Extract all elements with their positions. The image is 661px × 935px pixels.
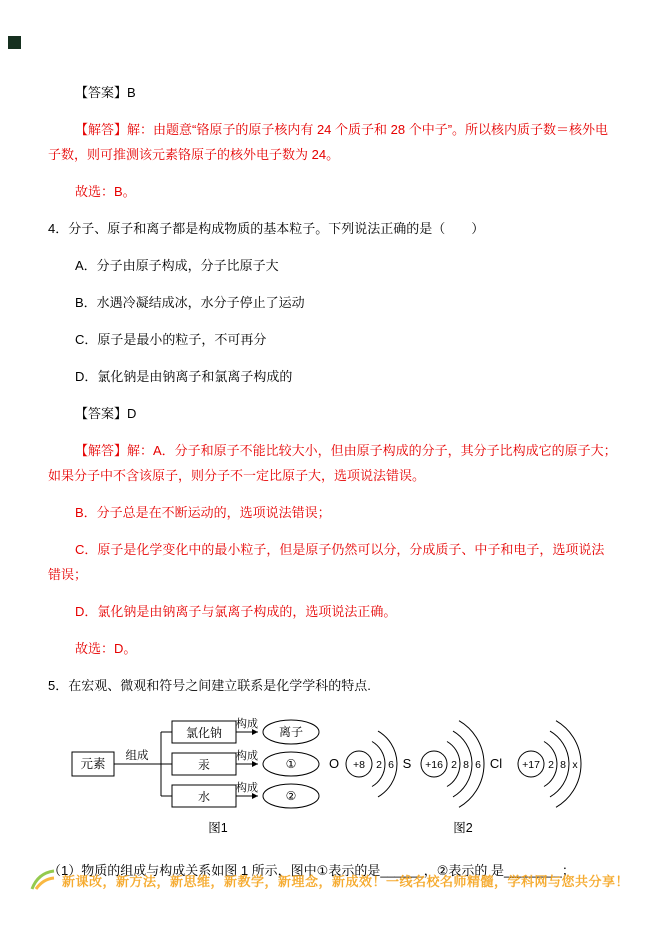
- shell-count: 6: [475, 759, 481, 771]
- nucleus-charge-cl: +17: [522, 759, 540, 771]
- page-corner-mark: [8, 36, 21, 49]
- build-label-1: 构成: [236, 718, 258, 730]
- question4-option-c: C．原子是最小的粒子，不可再分: [75, 332, 267, 347]
- atom-symbol-o: O: [328, 756, 340, 771]
- substance-label-water: 水: [197, 790, 211, 804]
- question5-stem: 5．在宏观、微观和符号之间建立联系是化学学科的特点.: [48, 678, 371, 693]
- question5-part1: （1）物质的组成与构成关系如图 1 所示，图中①表示的是______，②表示的 是________；: [48, 863, 575, 878]
- q3-explanation: 【解答】解：由题意“铬原子的原子核内有 24 个质子和 28 个中子”。所以核内质子数＝核外电子数，则可推测该元素铬原子的核外电子数为 24。: [48, 122, 609, 162]
- shell-count: 8: [463, 759, 469, 771]
- question5-figures: [58, 710, 617, 848]
- atom-structure-oxygen: [329, 731, 397, 797]
- q3-answer-line: 【答案】B: [75, 85, 136, 100]
- substance-label-mercury: 汞: [197, 758, 211, 772]
- q4-explanation-d: D．氯化钠是由钠离子与氯离子构成的，选项说法正确。: [75, 604, 397, 619]
- build-label-3: 构成: [236, 782, 258, 794]
- shell-count: 6: [388, 759, 394, 771]
- particle-label-2: ②: [285, 789, 297, 803]
- question4-option-a: A．分子由原子构成，分子比原子大: [75, 258, 279, 273]
- footer-watermark: [30, 869, 641, 891]
- figure2-atomic-structures: [329, 721, 581, 835]
- shell-count: 8: [560, 759, 566, 771]
- atom-symbol-s: S: [402, 756, 412, 771]
- nucleus-charge-o: +8: [353, 759, 365, 771]
- shell-count: 2: [376, 759, 382, 771]
- shell-count: x: [572, 759, 578, 771]
- document-content: [48, 80, 617, 895]
- atom-symbol-cl: Cl: [489, 756, 503, 771]
- q3-conclusion: 故选：B。: [75, 184, 136, 199]
- shell-count: 2: [451, 759, 457, 771]
- q4-explanation-c: C．原子是化学变化中的最小粒子，但是原子仍然可以分，分成质子、中子和电子，选项说法错误；: [48, 542, 605, 582]
- shell-count: 2: [548, 759, 554, 771]
- particle-label-ion: 离子: [278, 725, 304, 739]
- q4-answer-line: 【答案】D: [75, 406, 137, 421]
- atom-structure-sulfur: [403, 721, 484, 808]
- q4-explanation-b: B．分子总是在不断运动的，选项说法错误；: [75, 505, 331, 520]
- figure2-caption: 图2: [453, 821, 473, 835]
- watermark-text: 新课改，新方法，新思维，新教学，新理念，新成效！一线名校名师精髓，学科网与您共分享！: [62, 873, 630, 889]
- question4-option-d: D．氯化钠是由钠离子和氯离子构成的: [75, 369, 293, 384]
- figure1-caption: 图1: [208, 821, 228, 835]
- question4-option-b: B．水遇冷凝结成冰，水分子停止了运动: [75, 295, 305, 310]
- question4-stem: 4．分子、原子和离子都是构成物质的基本粒子。下列说法正确的是（ ）: [48, 221, 485, 236]
- nucleus-charge-s: +16: [425, 759, 443, 771]
- figure1-and-figure2-diagram: [58, 710, 658, 840]
- compose-label: 组成: [125, 750, 149, 762]
- q4-explanation-a: 【解答】解：A．分子和原子不能比较大小，但由原子构成的分子，其分子比构成它的原子大；如果分子中不含该原子，则分子不一定比原子大，选项说法错误。: [48, 443, 617, 483]
- substance-label-nacl: 氯化钠: [185, 726, 223, 740]
- particle-label-1: ①: [285, 757, 297, 771]
- q4-conclusion: 故选：D。: [75, 641, 137, 656]
- element-label: 元素: [80, 757, 106, 771]
- build-label-2: 构成: [236, 750, 258, 762]
- xkw-logo-icon: [30, 869, 56, 891]
- atom-structure-chlorine: [490, 721, 581, 808]
